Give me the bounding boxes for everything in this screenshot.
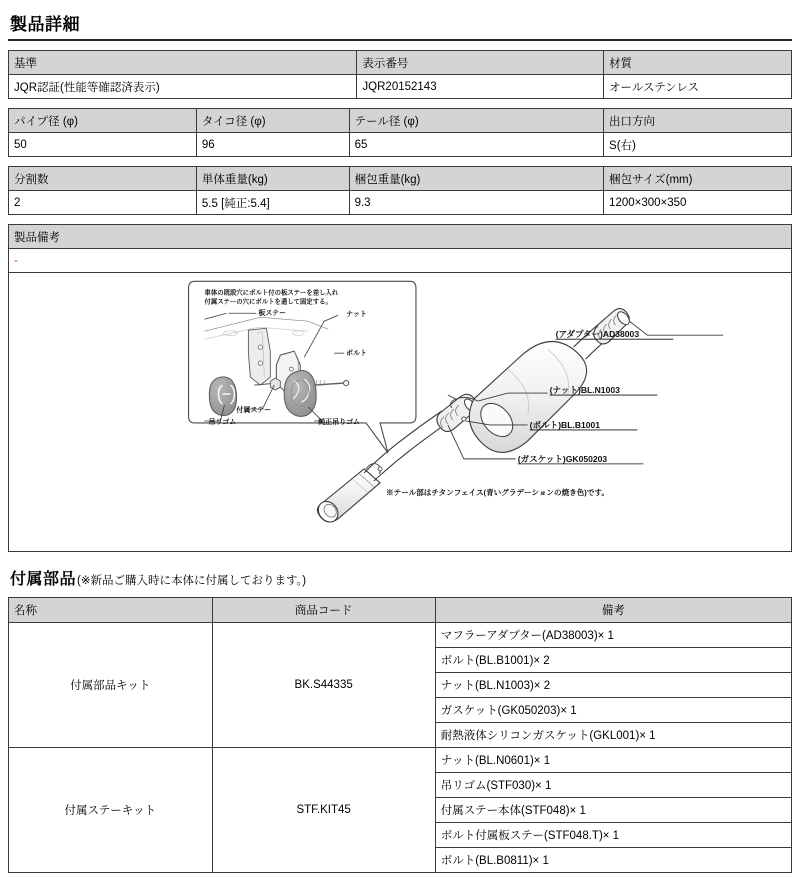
- table-cell: オールステンレス: [604, 75, 792, 99]
- remarks-header: 製品備考: [9, 225, 792, 249]
- inset-label-nut: ナット: [346, 311, 367, 319]
- accessory-note: 吊リゴム(STF030)× 1: [435, 773, 791, 798]
- table-row: [9, 191, 792, 215]
- accessory-name: 付属ステーキット: [9, 748, 213, 873]
- accessory-note: ナット(BL.N0601)× 1: [435, 748, 791, 773]
- table-cell: JQR20152143: [357, 75, 604, 99]
- column-header: 単体重量(kg): [196, 167, 349, 191]
- accessory-note: ナット(BL.N1003)× 2: [435, 673, 791, 698]
- table-header-row: [9, 167, 792, 191]
- table-cell: 65: [349, 133, 603, 157]
- dimensions-table: [8, 108, 792, 157]
- table-row: [9, 623, 792, 648]
- inset-instruction-line2: 付属ステーの穴にボルトを通して固定する。: [204, 298, 332, 306]
- accessory-note: 付属ステー本体(STF048)× 1: [435, 798, 791, 823]
- callout-nut: (ナット)BL.N1003: [549, 385, 620, 396]
- column-header: 梱包重量(kg): [349, 167, 603, 191]
- table-cell: 1200×300×350: [604, 191, 792, 215]
- accessories-title-note: (※新品ご購入時に本体に付属しております。): [77, 575, 307, 587]
- remarks-table: [8, 224, 792, 273]
- table-cell: 96: [196, 133, 349, 157]
- tail-pipe: [314, 469, 380, 526]
- column-header-code: 商品コード: [212, 598, 435, 623]
- inset-label-original-rubber-hanger: 純正吊りゴム: [318, 418, 361, 426]
- column-header-note: 備考: [435, 598, 791, 623]
- column-header: テール径 (φ): [349, 109, 603, 133]
- silencer-body: [469, 342, 586, 453]
- table-header-row: [9, 109, 792, 133]
- inset-label-plate-stay: 板ステー: [258, 310, 287, 318]
- accessories-section-title: [10, 566, 792, 589]
- column-header: 梱包サイズ(mm): [604, 167, 792, 191]
- inset-label-bolt: ボルト: [346, 350, 368, 358]
- table-cell: 9.3: [349, 191, 603, 215]
- table-header-row: [9, 225, 792, 249]
- inset-instruction-line1: 車体の既設穴にボルト付の板ステーを差し入れ: [204, 289, 339, 297]
- accessory-note: マフラーアダプター(AD38003)× 1: [435, 623, 791, 648]
- column-header: パイプ径 (φ): [9, 109, 197, 133]
- weight-table: [8, 166, 792, 215]
- accessory-code: STF.KIT45: [212, 748, 435, 873]
- callout-gasket: (ガスケット)GK050203: [517, 453, 608, 464]
- inset-detail-balloon: [189, 281, 416, 453]
- accessory-name: 付属部品キット: [9, 623, 213, 748]
- table-cell: JQR認証(性能等確認済表示): [9, 75, 357, 99]
- accessory-code: BK.S44335: [212, 623, 435, 748]
- remarks-value: -: [9, 249, 792, 273]
- table-header-row: [9, 51, 792, 75]
- inset-label-rubber-hanger: 吊リゴム: [208, 418, 237, 426]
- table-row: [9, 249, 792, 273]
- callout-adapter: (アダプター)AD38003: [555, 329, 640, 340]
- product-detail-page: [0, 10, 800, 873]
- table-row: [9, 75, 792, 99]
- table-cell: 50: [9, 133, 197, 157]
- column-header: タイコ径 (φ): [196, 109, 349, 133]
- diagram-footnote: ※テール部はチタンフェイス(青いグラデーションの焼き色)です。: [386, 487, 609, 497]
- callout-bolt: (ボルト)BL.B1001: [529, 419, 601, 430]
- table-cell: 5.5 [純正:5.4]: [196, 191, 349, 215]
- column-header: 材質: [604, 51, 792, 75]
- accessories-table: [8, 597, 792, 873]
- accessory-note: ボルト付属板ステー(STF048.T)× 1: [435, 823, 791, 848]
- table-header-row: [9, 598, 792, 623]
- exhaust-system-illustration: [9, 273, 791, 551]
- table-cell: 2: [9, 191, 197, 215]
- table-cell: S(右): [604, 133, 792, 157]
- column-header: 基準: [9, 51, 357, 75]
- accessory-note: ガスケット(GK050203)× 1: [435, 698, 791, 723]
- accessory-note: 耐熱液体シリコンガスケット(GKL001)× 1: [435, 723, 791, 748]
- table-row: [9, 133, 792, 157]
- column-header: 出口方向: [604, 109, 792, 133]
- column-header-name: 名称: [9, 598, 213, 623]
- inset-label-supplied-stay: 付属ステー: [236, 407, 272, 414]
- installation-diagram: [8, 273, 792, 552]
- accessories-title-main: 付属部品: [10, 571, 77, 588]
- table-row: [9, 748, 792, 773]
- certification-table: [8, 50, 792, 99]
- title-divider: [8, 39, 792, 41]
- page-title: 製品詳細: [10, 15, 80, 34]
- accessory-note: ボルト(BL.B0811)× 1: [435, 848, 791, 873]
- accessory-note: ボルト(BL.B1001)× 2: [435, 648, 791, 673]
- column-header: 表示番号: [357, 51, 604, 75]
- column-header: 分割数: [9, 167, 197, 191]
